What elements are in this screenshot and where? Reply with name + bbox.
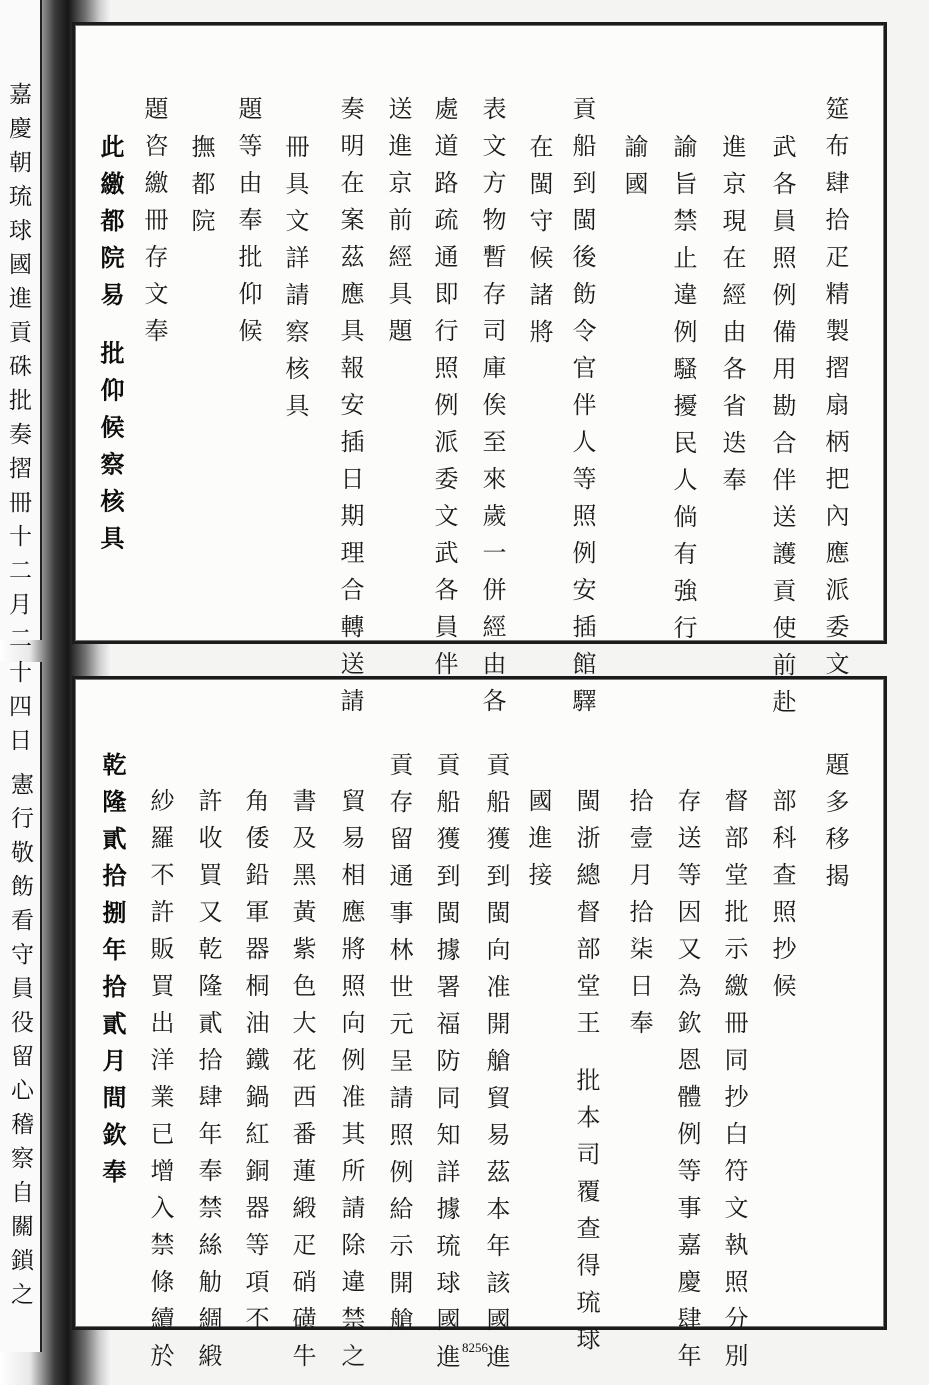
lower-column-13: 角倭鉛軍器桐油鐵鍋紅銅器等項不 — [241, 788, 269, 1343]
upper-column-14: 撫都院 — [187, 134, 215, 245]
upper-column-11: 奏明在案茲應具報安插日期理合轉送請 — [336, 96, 364, 725]
lower-column-6: 閩浙總督部堂王 批本司覆查得琉球 — [572, 788, 600, 1364]
margin-heading-top: 嘉慶朝琉球國進貢硃批奏摺冊十二月二十四日 — [5, 82, 31, 762]
margin-text-bottom: 憲行敬飭看守員役留心稽察自關鎖之 — [7, 772, 33, 1316]
upper-column-2: 武各員照例備用勘合伴送護貢使前赴 — [768, 134, 796, 726]
upper-column-13: 題等由奉批仰候 — [234, 96, 262, 355]
upper-column-9: 處道路疏通即行照例派委文武各員伴 — [430, 96, 458, 688]
upper-column-12: 冊具文詳請察核具 — [281, 134, 309, 430]
lower-column-16-endorsement: 乾隆貳拾捌年拾貳月間欽奉 — [98, 752, 127, 1196]
upper-column-6: 貢船到閩後飭令官伴人等照例安插館驛 — [568, 96, 596, 725]
upper-column-3: 進京現在經由各省迭奉 — [718, 134, 746, 504]
lower-column-14: 許收買又乾隆貳拾肆年奉禁絲觔綢緞 — [194, 788, 222, 1380]
lower-column-4: 存送等因又為欽恩體例等事嘉慶肆年 — [673, 788, 701, 1380]
lower-column-15: 紗羅不許販買出洋業已增入禁條續於 — [146, 788, 174, 1380]
lower-column-1: 題多移揭 — [821, 752, 849, 900]
upper-column-4: 諭旨禁止違例騷擾民人倘有強行 — [669, 134, 697, 652]
lower-column-8: 貢船獲到閩向准開艙貿易茲本年該國進 — [482, 752, 510, 1381]
upper-column-1: 筵布肆拾疋精製摺扇柄把內應派委文 — [821, 96, 849, 688]
lower-column-10: 貢存留通事林世元呈請照例給示開艙 — [385, 752, 413, 1344]
lower-column-3: 督部堂批示繳冊同抄白符文執照分別 — [720, 788, 748, 1380]
upper-column-16-endorsement: 此繳都院易 批仰候察核具 — [96, 134, 125, 563]
lower-column-12: 書及黑黃紫色大花西番蓮緞疋硝磺牛 — [288, 788, 316, 1380]
upper-column-7: 在閩守候諸將 — [525, 134, 553, 356]
lower-column-9: 貢船獲到閩據署福防同知詳據琉球國進 — [432, 752, 460, 1381]
upper-column-10: 送進京前經具題 — [384, 96, 412, 355]
upper-column-8: 表文方物暫存司庫俟至來歲一併經由各 — [478, 96, 506, 725]
lower-column-7: 國進接 — [524, 788, 552, 899]
lower-column-2: 部科查照抄候 — [768, 788, 796, 1010]
lower-column-11: 貿易相應將照向例准其所請除違禁之 — [337, 788, 365, 1380]
upper-column-15: 題咨繳冊存文奉 — [140, 96, 168, 355]
page-number: 8256 — [462, 1340, 488, 1355]
upper-column-5: 諭國 — [620, 134, 648, 208]
lower-column-5: 拾壹月拾柒日奉 — [625, 788, 653, 1047]
